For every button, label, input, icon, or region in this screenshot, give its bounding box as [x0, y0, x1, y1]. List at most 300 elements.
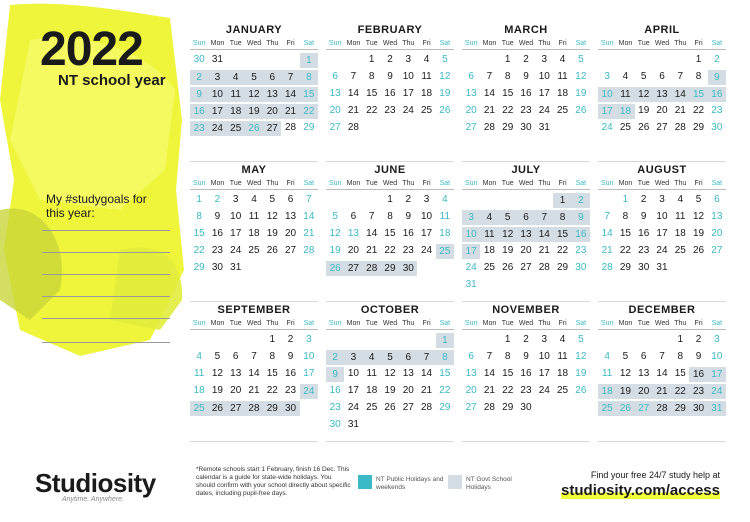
calendar-day: 13 [329, 88, 341, 99]
calendar-day: 16 [638, 228, 650, 239]
calendar-day [598, 192, 616, 209]
calendar-day: 5 [332, 211, 338, 222]
calendar-day: 12 [575, 351, 587, 362]
day-grid [190, 332, 318, 417]
calendar-day [653, 332, 671, 349]
calendar-day: 26 [439, 105, 451, 116]
weekday-header [462, 178, 590, 190]
calendar-day: 20 [285, 228, 297, 239]
calendar-day: 20 [711, 228, 723, 239]
calendar-day: 29 [303, 122, 315, 133]
calendar-day: 5 [245, 70, 263, 85]
calendar-day [208, 332, 226, 349]
calendar-day: 28 [285, 122, 297, 133]
calendar-day: 21 [248, 385, 260, 396]
weekday-label: Tue [365, 320, 378, 327]
calendar-day: 18 [674, 228, 686, 239]
weekday-label: Thu [402, 320, 415, 327]
calendar-day [326, 52, 344, 69]
calendar-day [480, 192, 498, 209]
calendar-day: 11 [480, 227, 498, 242]
calendar-day: 17 [598, 104, 616, 119]
calendar-day: 22 [384, 245, 396, 256]
calendar-day: 26 [575, 385, 587, 396]
calendar-day [635, 52, 653, 69]
calendar-day: 9 [640, 211, 647, 222]
weekday-label: Sat [575, 180, 587, 187]
calendar-day: 20 [402, 385, 414, 396]
calendar-day: 16 [689, 367, 707, 382]
day-grid [598, 52, 726, 137]
weekday-label: Sat [711, 40, 723, 47]
weekday-label: Tue [229, 40, 242, 47]
calendar-day: 8 [387, 211, 393, 222]
calendar-day: 2 [190, 70, 208, 85]
calendar-day: 19 [638, 105, 650, 116]
calendar-day: 26 [693, 245, 705, 256]
weekday-label: Mon [618, 320, 633, 327]
month-january [190, 22, 318, 162]
calendar-day: 29 [381, 261, 399, 276]
calendar-day: 7 [604, 211, 610, 222]
calendar-day: 19 [384, 385, 396, 396]
goal-line[interactable] [42, 296, 170, 297]
calendar-day: 21 [601, 245, 613, 256]
day-grid [598, 332, 726, 417]
calendar-day: 15 [619, 228, 631, 239]
weekday-header [598, 178, 726, 190]
calendar-day: 4 [363, 350, 381, 365]
weekday-label: Thu [402, 40, 415, 47]
calendar-day: 1 [504, 54, 511, 65]
legend-swatch-public-holidays [358, 475, 372, 489]
calendar-day: 4 [559, 334, 566, 345]
calendar-day: 9 [326, 367, 344, 382]
weekday-label: Mon [482, 320, 497, 327]
calendar-day [326, 332, 344, 349]
weekday-header [326, 178, 454, 190]
calendar-day: 12 [635, 87, 653, 102]
day-grid [462, 332, 590, 417]
weekday-label: Sat [439, 320, 451, 327]
calendar-day: 11 [675, 211, 686, 222]
calendar-day: 9 [405, 211, 412, 222]
calendar-day: 1 [387, 194, 393, 205]
calendar-day: 4 [480, 210, 498, 225]
month-july [462, 162, 590, 302]
goal-line[interactable] [42, 252, 170, 253]
month-february [326, 22, 454, 162]
calendar-day: 21 [347, 105, 359, 116]
calendar-day: 23 [520, 105, 532, 116]
calendar-day: 7 [486, 351, 493, 362]
calendar-day: 27 [263, 121, 281, 136]
calendar-day: 21 [281, 104, 299, 119]
calendar-day: 12 [499, 227, 517, 242]
calendar-day [598, 332, 616, 349]
calendar-day: 28 [483, 402, 495, 413]
month-april [598, 22, 726, 162]
calendar-day: 2 [640, 194, 647, 205]
calendar-day [462, 192, 480, 209]
calendar-day: 12 [619, 368, 631, 379]
calendar-day: 26 [266, 245, 278, 256]
weekday-label: Mon [346, 40, 361, 47]
calendar-day: 15 [366, 88, 378, 99]
calendar-day [399, 332, 417, 349]
calendar-day: 26 [502, 262, 514, 273]
cta-text: Find your free 24/7 study help at [590, 470, 720, 480]
weekday-label: Sat [575, 40, 587, 47]
calendar-day: 20 [635, 384, 653, 399]
calendar-day: 17 [708, 367, 726, 382]
calendar-day [326, 192, 344, 209]
calendar-day: 21 [421, 385, 433, 396]
calendar-day: 18 [193, 385, 205, 396]
calendar-day: 6 [287, 194, 294, 205]
calendar-day [598, 52, 616, 69]
calendar-day: 17 [208, 104, 226, 119]
calendar-day: 24 [538, 105, 550, 116]
calendar-day: 4 [442, 194, 448, 205]
calendar-day: 11 [227, 87, 245, 102]
weekday-label: Sat [711, 180, 723, 187]
weekday-label: Wed [518, 180, 534, 187]
calendar-day: 12 [266, 211, 278, 222]
calendar-day [417, 332, 435, 349]
day-grid [190, 192, 318, 277]
calendar-day: 13 [285, 211, 297, 222]
calendar-day: 28 [363, 261, 381, 276]
calendar-day: 31 [656, 262, 668, 273]
calendar-day: 9 [287, 351, 294, 362]
month-december [598, 302, 726, 442]
calendar-day: 31 [211, 54, 223, 65]
calendar-day: 8 [300, 70, 318, 85]
weekday-label: Sun [464, 180, 478, 187]
weekday-label: Thu [266, 40, 279, 47]
month-title: DECEMBER [628, 304, 696, 316]
calendar-day: 23 [211, 245, 223, 256]
calendar-day: 22 [693, 105, 705, 116]
calendar-day: 27 [711, 245, 723, 256]
calendar-day: 9 [572, 210, 590, 225]
weekday-label: Wed [518, 40, 534, 47]
calendar-day: 19 [502, 245, 514, 256]
calendar-day: 25 [557, 105, 569, 116]
goal-line[interactable] [42, 230, 170, 231]
calendar-day: 12 [575, 71, 587, 82]
calendar-day: 19 [245, 104, 263, 119]
weekday-label: Sat [439, 40, 451, 47]
calendar-day: 24 [421, 245, 433, 256]
calendar-day: 1 [269, 334, 276, 345]
calendar-day: 23 [384, 105, 396, 116]
calendar-day: 28 [538, 262, 550, 273]
month-march [462, 22, 590, 162]
calendar-day: 28 [653, 401, 671, 416]
calendar-day: 13 [517, 227, 535, 242]
calendar-day: 16 [285, 368, 297, 379]
month-september [190, 302, 318, 442]
calendar-day [363, 332, 381, 349]
calendar-day: 16 [520, 88, 532, 99]
weekday-header [326, 38, 454, 50]
calendar-day: 18 [616, 104, 634, 119]
calendar-day: 18 [248, 228, 260, 239]
calendar-day: 25 [483, 262, 495, 273]
weekday-label: Fri [422, 320, 431, 327]
calendar-day: 18 [366, 385, 378, 396]
calendar-day: 29 [557, 262, 569, 273]
weekday-label: Wed [382, 40, 398, 47]
calendar-day: 14 [671, 87, 689, 102]
weekday-header [190, 178, 318, 190]
calendar-day [245, 332, 263, 349]
calendar-day: 9 [523, 71, 529, 82]
calendar-day: 15 [689, 87, 707, 102]
calendar-day: 12 [693, 211, 705, 222]
calendar-day: 9 [387, 71, 393, 82]
calendar-day: 4 [227, 70, 245, 85]
weekday-label: Thu [538, 40, 551, 47]
calendar-day: 21 [483, 385, 495, 396]
weekday-label: Sun [328, 320, 342, 327]
weekday-label: Thu [538, 180, 551, 187]
calendar-day: 23 [285, 385, 297, 396]
calendar-day: 2 [214, 194, 221, 205]
calendar-day: 30 [638, 262, 650, 273]
calendar-day: 10 [711, 351, 723, 362]
calendar-day: 11 [439, 211, 451, 222]
weekday-label: Sun [192, 320, 206, 327]
calendar-day: 19 [329, 245, 341, 256]
calendar-day: 30 [193, 54, 205, 65]
weekday-label: Tue [229, 320, 242, 327]
calendar-day: 2 [287, 334, 294, 345]
calendar-day: 5 [695, 194, 702, 205]
calendar-day: 16 [211, 228, 223, 239]
day-grid [326, 192, 454, 277]
calendar-day: 1 [436, 333, 454, 348]
weekday-label: Wed [518, 320, 534, 327]
calendar-day: 1 [504, 334, 511, 345]
calendar-day: 6 [659, 71, 665, 82]
month-may [190, 162, 318, 302]
calendar-day: 14 [656, 368, 668, 379]
calendar-day: 20 [347, 245, 359, 256]
calendar-day: 2 [523, 334, 529, 345]
weekday-label: Sat [711, 320, 723, 327]
calendar-day: 8 [196, 211, 202, 222]
calendar-day: 10 [421, 211, 433, 222]
month-title: APRIL [644, 24, 680, 36]
goal-line[interactable] [42, 318, 170, 319]
calendar-day [616, 52, 634, 69]
calendar-day: 15 [502, 88, 514, 99]
goal-line[interactable] [42, 342, 170, 343]
calendar-day: 22 [671, 384, 689, 399]
calendar-day: 25 [598, 401, 616, 416]
calendar-day: 16 [329, 385, 341, 396]
calendar-day: 15 [266, 368, 278, 379]
calendar-day: 25 [619, 122, 631, 133]
calendar-day [344, 52, 362, 69]
calendar-day: 19 [693, 228, 705, 239]
weekday-header [190, 318, 318, 330]
calendar-day: 14 [483, 368, 495, 379]
weekday-label: Fri [694, 320, 703, 327]
calendar-day: 4 [251, 194, 257, 205]
calendar-day [462, 52, 480, 69]
calendar-day: 29 [502, 122, 514, 133]
calendar-day: 18 [598, 384, 616, 399]
calendar-day: 13 [465, 368, 477, 379]
calendar-day: 13 [263, 87, 281, 102]
calendar-day: 4 [622, 71, 629, 82]
calendar-day: 26 [575, 105, 587, 116]
weekday-header [462, 318, 590, 330]
calendar-day: 3 [405, 54, 412, 65]
weekday-label: Wed [246, 180, 262, 187]
calendar-day: 6 [232, 351, 239, 362]
month-title: SEPTEMBER [217, 304, 291, 316]
calendar-day: 8 [269, 351, 276, 362]
calendar-day: 8 [504, 71, 511, 82]
calendar-day: 15 [193, 228, 205, 239]
weekday-label: Mon [210, 40, 225, 47]
calendar-day: 3 [714, 334, 720, 345]
calendar-day: 22 [300, 104, 318, 119]
calendar-day: 27 [635, 401, 653, 416]
calendar-day [480, 332, 498, 349]
weekday-label: Fri [558, 320, 567, 327]
access-url-link[interactable]: studiosity.com/access [561, 482, 720, 499]
calendar-day: 13 [465, 88, 477, 99]
calendar-day: 29 [671, 401, 689, 416]
weekday-label: Thu [538, 320, 551, 327]
calendar-day: 13 [402, 368, 414, 379]
weekday-label: Tue [501, 180, 514, 187]
calendar-day: 25 [248, 245, 260, 256]
calendar-day: 31 [538, 122, 550, 133]
calendar-day: 10 [303, 351, 315, 362]
calendar-day: 24 [601, 122, 613, 133]
calendar-day: 25 [227, 121, 245, 136]
calendar-day: 19 [266, 228, 278, 239]
weekday-label: Sun [464, 40, 478, 47]
goal-line[interactable] [42, 274, 170, 275]
calendar-day: 1 [695, 54, 702, 65]
calendar-day: 14 [483, 88, 495, 99]
calendar-day: 23 [711, 105, 723, 116]
calendar-day: 10 [538, 71, 550, 82]
year-calendar-grid [190, 22, 723, 442]
month-august [598, 162, 726, 302]
calendar-day: 7 [251, 351, 257, 362]
calendar-day: 11 [601, 368, 613, 379]
calendar-day [344, 192, 362, 209]
weekday-label: Wed [246, 320, 262, 327]
calendar-day [227, 332, 245, 349]
calendar-day: 7 [417, 350, 435, 365]
calendar-day [227, 52, 245, 69]
calendar-day: 12 [329, 228, 341, 239]
weekday-header [462, 38, 590, 50]
calendar-day: 5 [578, 334, 584, 345]
calendar-day: 11 [421, 71, 432, 82]
calendar-day: 30 [329, 419, 341, 430]
calendar-day: 27 [285, 245, 297, 256]
weekday-label: Sat [303, 180, 315, 187]
calendar-day: 25 [436, 244, 454, 259]
calendar-day: 1 [553, 193, 571, 208]
calendar-day [499, 192, 517, 209]
calendar-day: 15 [502, 368, 514, 379]
calendar-day: 25 [421, 105, 433, 116]
calendar-day: 29 [502, 402, 514, 413]
weekday-label: Wed [382, 320, 398, 327]
calendar-day: 5 [442, 54, 448, 65]
calendar-day: 25 [557, 385, 569, 396]
calendar-day: 3 [541, 334, 548, 345]
calendar-day: 22 [366, 105, 378, 116]
calendar-day: 3 [232, 194, 239, 205]
calendar-day: 23 [329, 402, 341, 413]
calendar-day: 28 [674, 122, 686, 133]
calendar-day: 10 [347, 368, 359, 379]
weekday-label: Tue [365, 40, 378, 47]
calendar-day: 26 [384, 402, 396, 413]
calendar-day: 7 [677, 71, 684, 82]
calendar-day [190, 332, 208, 349]
calendar-day: 16 [402, 228, 414, 239]
calendar-day: 17 [538, 88, 550, 99]
calendar-day: 29 [693, 122, 705, 133]
calendar-day: 29 [439, 402, 451, 413]
study-goals-label: My #studygoals for this year: [46, 192, 147, 220]
calendar-day: 18 [483, 245, 495, 256]
calendar-day: 10 [598, 87, 616, 102]
calendar-day: 24 [347, 402, 359, 413]
calendar-day: 22 [502, 385, 514, 396]
calendar-day: 24 [708, 384, 726, 399]
calendar-day: 11 [557, 71, 568, 82]
weekday-label: Tue [229, 180, 242, 187]
weekday-label: Mon [482, 40, 497, 47]
calendar-day: 27 [329, 122, 341, 133]
calendar-day: 7 [535, 210, 553, 225]
month-title: NOVEMBER [492, 304, 560, 316]
calendar-day: 5 [622, 351, 629, 362]
calendar-day [344, 332, 362, 349]
calendar-day: 17 [421, 228, 433, 239]
calendar-day: 2 [405, 194, 412, 205]
calendar-day: 20 [465, 385, 477, 396]
calendar-day: 16 [384, 88, 396, 99]
calendar-day: 2 [523, 54, 529, 65]
calendar-day: 5 [499, 210, 517, 225]
calendar-day: 10 [230, 211, 242, 222]
calendar-day: 11 [193, 368, 205, 379]
calendar-day: 7 [281, 70, 299, 85]
weekday-label: Fri [286, 40, 295, 47]
calendar-day: 6 [263, 70, 281, 85]
weekday-label: Sat [575, 320, 587, 327]
calendar-day: 3 [208, 70, 226, 85]
calendar-day: 28 [421, 402, 433, 413]
calendar-day [535, 192, 553, 209]
